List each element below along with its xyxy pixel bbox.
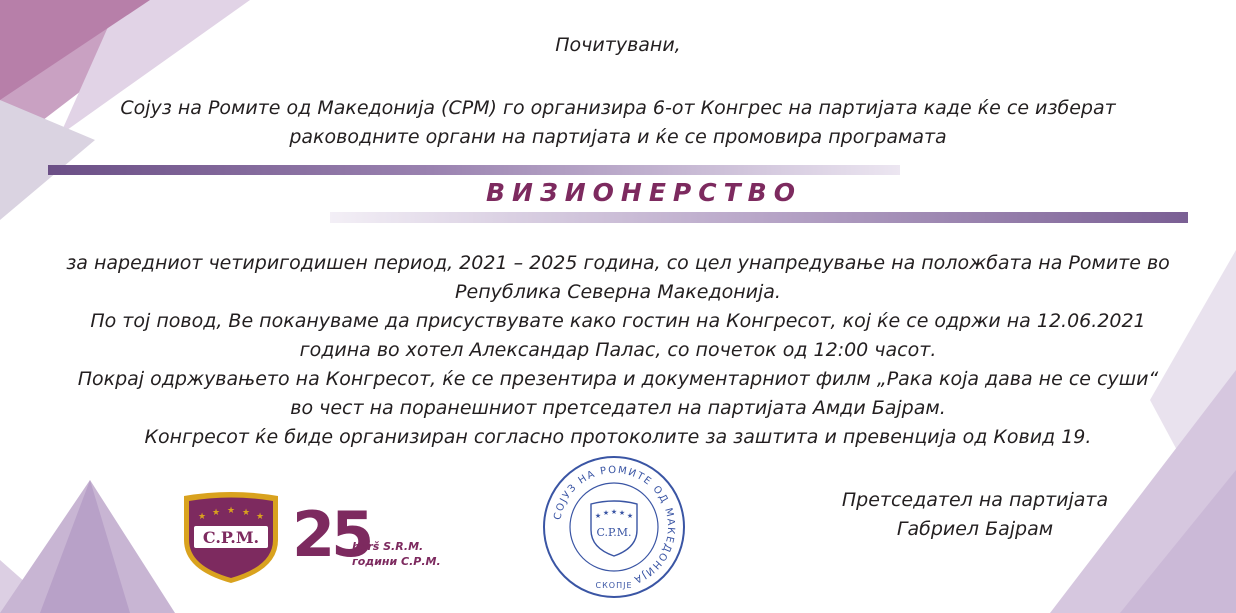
body-line: за наредниот четиригодишен период, 2021 – 2025 година, со цел унапредување на положбата на Ромите во [66,252,1170,274]
body-paragraph [0,249,1236,452]
anniversary-line1: berš S.R.M. [352,540,424,553]
body-line: По тој повод, Ве покануваме да присуствувате како гостин на Конгресот, кој ќе се одржи на 12.06.2021 [90,310,1146,332]
seal-center-text: C.P.M. [596,526,632,539]
intro-line: Сојуз на Ромите од Македонија (СРМ) го организира 6-от Конгрес на партијата каде ќе се изберат [120,97,1116,119]
signature-title: Претседател на партијата [841,489,1109,511]
intro-paragraph [0,94,1236,152]
intro-line: раководните органи на партијата и ќе се промовира програмата [289,126,947,148]
seal-bottom-text: СКОПЈЕ [595,581,633,590]
body-line: Република Северна Македонија. [455,281,781,303]
svg-text:★: ★ [594,512,602,520]
greeting: Почитувани, [555,34,681,56]
seal-ring-text: СОЈУЗ НА РОМИТЕ ОД МАКЕДОНИЈА [552,464,677,586]
party-logo-shield [180,490,282,586]
body-line: во чест на поранешниот претседател на партијата Амди Бајрам. [290,397,946,419]
svg-text:★: ★ [626,512,634,520]
svg-text:★: ★ [618,509,626,517]
svg-text:★: ★ [226,506,236,516]
svg-text:★: ★ [255,512,265,522]
svg-text:★: ★ [197,512,207,522]
top-divider-band [48,165,900,175]
signature-name: Габриел Бајрам [896,518,1054,540]
official-stamp-seal [541,454,687,600]
logo-text: C.P.M. [202,528,260,547]
heading-title: ВИЗИОНЕРСТВО [486,178,802,207]
anniversary-mark [292,500,442,580]
body-line: Конгресот ќе биде организиран согласно протоколите за заштита и превенција од Ковид 19. [144,426,1092,448]
body-line: Покрај одржувањето на Конгресот, ќе се презентира и документарниот филм „Рака која дава не се суши“ [77,368,1159,390]
svg-text:★: ★ [610,508,618,516]
svg-text:★: ★ [241,508,251,518]
bottom-divider-band [330,212,1188,223]
anniversary-number: 25 [292,498,371,571]
signature-block [790,486,1160,544]
anniversary-line2: години С.Р.М. [352,555,441,568]
svg-text:★: ★ [602,509,610,517]
body-line: година во хотел Александар Палас, со почеток од 12:00 часот. [299,339,937,361]
svg-text:★: ★ [211,508,221,518]
